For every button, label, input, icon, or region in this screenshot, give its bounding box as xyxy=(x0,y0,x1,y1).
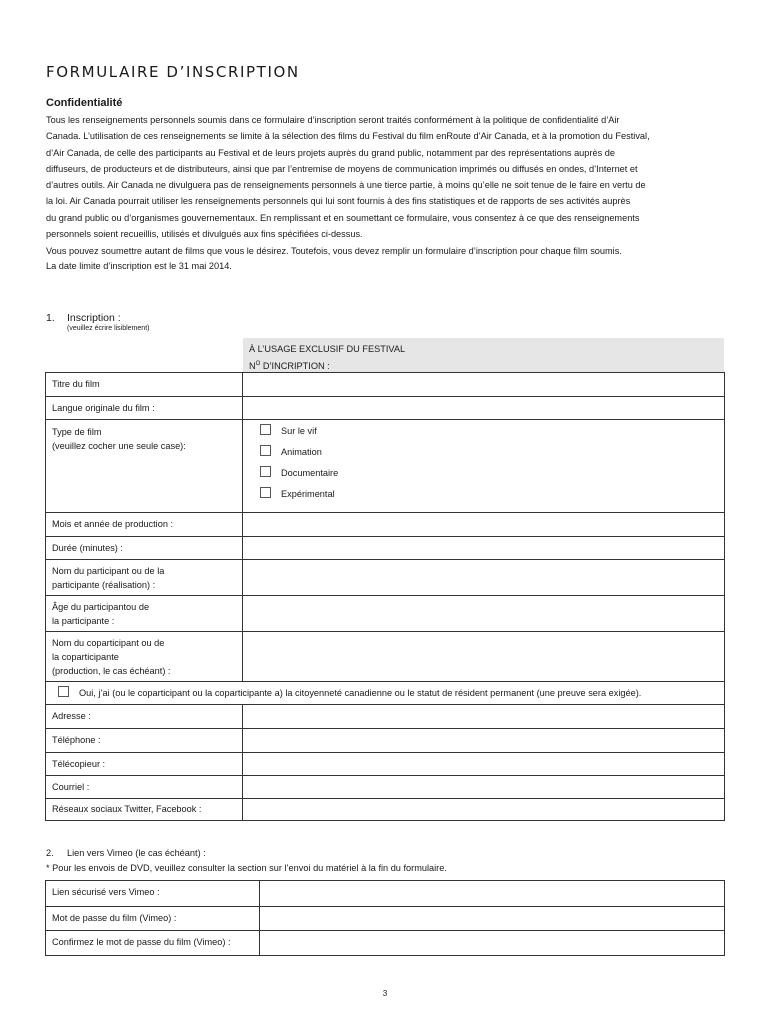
table-row xyxy=(46,705,725,729)
vimeo-confirm-password-label: Confirmez le mot de passe du film (Vimeo) : xyxy=(46,931,260,956)
confidentiality-line: Canada. L’utilisation de ces renseignements se limite à la sélection des films du Festival du film enRoute d’Air Canada, et à la promotion du Festival, xyxy=(46,131,650,142)
vimeo-link-field[interactable] xyxy=(260,881,725,907)
table-row xyxy=(46,682,725,705)
table-row xyxy=(46,881,725,907)
social-field[interactable] xyxy=(243,799,725,821)
confidentiality-line: d’Air Canada, de celle des participants au Festival et de leurs projets auprès du grand public, notamment par des représentations auprès de xyxy=(46,147,615,158)
festival-registration-number-label xyxy=(243,357,724,374)
option-label: Sur le vif xyxy=(281,426,317,436)
vimeo-link-label: Lien sécurisé vers Vimeo : xyxy=(46,881,260,907)
intro-text xyxy=(46,244,732,273)
film-type-option[interactable] xyxy=(260,484,718,505)
film-type-option[interactable] xyxy=(260,463,718,484)
festival-no-rest: D’INCRIPTION : xyxy=(260,360,330,371)
festival-use-box xyxy=(243,338,724,372)
email-field[interactable] xyxy=(243,776,725,799)
social-label: Réseaux sociaux Twitter, Facebook : xyxy=(46,799,243,821)
confidentiality-line: d’autres outils. Air Canada ne divulguera pas de renseignements personnels à une tierce partie, à moins qu’elle ne soit tenue de le faire en vertu de xyxy=(46,180,646,191)
table-row xyxy=(46,907,725,931)
table-row xyxy=(46,420,725,513)
participant-age-label xyxy=(46,596,243,632)
production-date-field[interactable] xyxy=(243,513,725,537)
checkbox-animation[interactable] xyxy=(260,445,271,456)
section1-title xyxy=(46,312,121,324)
coparticipant-label xyxy=(46,632,243,682)
option-label: Documentaire xyxy=(281,468,339,478)
checkbox-sur-le-vif[interactable] xyxy=(260,424,271,435)
table-row xyxy=(46,753,725,776)
film-title-label: Titre du film xyxy=(46,373,243,397)
table-row xyxy=(46,776,725,799)
address-label: Adresse : xyxy=(46,705,243,729)
vimeo-password-field[interactable] xyxy=(260,907,725,931)
section1-note: (veuillez écrire lisiblement) xyxy=(67,325,150,332)
table-row xyxy=(46,931,725,956)
fax-field[interactable] xyxy=(243,753,725,776)
option-label: Expérimental xyxy=(281,489,335,499)
confidentiality-line: Tous les renseignements personnels soumis dans ce formulaire d’inscription seront traités conformément à la politique de confidentialité d’Air xyxy=(46,115,620,125)
table-row xyxy=(46,373,725,397)
label-line: la participante : xyxy=(52,616,115,626)
duration-label: Durée (minutes) : xyxy=(46,537,243,560)
film-type-options xyxy=(243,420,725,513)
citizenship-label: Oui, j’ai (ou le coparticipant ou la coparticipante a) la citoyenneté canadienne ou le statut de résident permanent (une preuve sera exigée). xyxy=(79,688,642,698)
confidentiality-line: du grand public ou d’organismes gouvernementaux. En remplissant et en soumettant ce formulaire, vous consentez à ce que des renseignements xyxy=(46,212,640,223)
confidentiality-text xyxy=(46,112,732,242)
registration-table xyxy=(45,372,725,821)
table-row xyxy=(46,596,725,632)
checkbox-experimental[interactable] xyxy=(260,487,271,498)
label-line: participante (réalisation) : xyxy=(52,580,156,590)
coparticipant-field[interactable] xyxy=(243,632,725,682)
checkbox-documentaire[interactable] xyxy=(260,466,271,477)
deadline-line: La date limite d’inscription est le 31 mai 2014. xyxy=(46,260,232,271)
label-line: Âge du participantou de xyxy=(52,602,150,612)
label-line: Nom du participant ou de la xyxy=(52,566,165,576)
confidentiality-line: diffuseurs, de producteurs et de distributeurs, ainsi que par l’entremise de moyens de communication imprimés ou diffusés en ondes, d’Internet et xyxy=(46,163,638,174)
phone-field[interactable] xyxy=(243,729,725,753)
film-type-label-line: (veuillez cocher une seule case): xyxy=(52,441,186,451)
film-title-field[interactable] xyxy=(243,373,725,397)
page-number: 3 xyxy=(382,989,388,998)
option-label: Animation xyxy=(281,447,322,457)
section2-title xyxy=(46,848,206,858)
participant-name-field[interactable] xyxy=(243,560,725,596)
page-title: FORMULAIRE D’INSCRIPTION xyxy=(46,63,300,81)
section2-label: Lien vers Vimeo (le cas échéant) : xyxy=(67,848,206,858)
participant-age-field[interactable] xyxy=(243,596,725,632)
label-line: Nom du coparticipant ou de xyxy=(52,638,165,648)
section1-number: 1. xyxy=(46,312,55,324)
section2-number: 2. xyxy=(46,848,54,858)
film-type-label-line: Type de film xyxy=(52,427,102,437)
vimeo-confirm-password-field[interactable] xyxy=(260,931,725,956)
label-line: (production, le cas échéant) : xyxy=(52,666,171,676)
table-row xyxy=(46,513,725,537)
festival-use-label: À L’USAGE EXCLUSIF DU FESTIVAL xyxy=(249,344,406,354)
vimeo-table xyxy=(45,880,725,956)
film-type-label xyxy=(46,420,243,513)
original-language-field[interactable] xyxy=(243,397,725,420)
phone-label: Téléphone : xyxy=(46,729,243,753)
vimeo-password-label: Mot de passe du film (Vimeo) : xyxy=(46,907,260,931)
table-row xyxy=(46,560,725,596)
citizenship-row[interactable] xyxy=(46,682,725,705)
film-type-option[interactable] xyxy=(260,442,718,463)
section1-label: Inscription : xyxy=(67,312,121,324)
table-row xyxy=(46,397,725,420)
section2-note: * Pour les envois de DVD, veuillez consulter la section sur l’envoi du matériel à la fin du formulaire. xyxy=(46,863,447,873)
original-language-label: Langue originale du film : xyxy=(46,397,243,420)
festival-no-o: O xyxy=(255,360,261,367)
address-field[interactable] xyxy=(243,705,725,729)
participant-name-label xyxy=(46,560,243,596)
festival-no-n: N xyxy=(249,360,256,371)
confidentiality-line: la loi. Air Canada pourrait utiliser les renseignements personnels qui lui sont fournis à des fins statistiques et de rapports de ses activités auprès xyxy=(46,196,631,207)
production-date-label: Mois et année de production : xyxy=(46,513,243,537)
confidentiality-line: personnels soient recueillis, utilisés et divulgués aux fins spécifiées ci-dessus. xyxy=(46,229,363,240)
table-row xyxy=(46,799,725,821)
film-type-option[interactable] xyxy=(260,421,718,442)
intro-line: Vous pouvez soumettre autant de films que vous le désirez. Toutefois, vous devez remplir un formulaire d’inscription pour chaque film soumis. xyxy=(46,246,622,256)
duration-field[interactable] xyxy=(243,537,725,560)
label-line: la coparticipante xyxy=(52,652,119,662)
checkbox-citizenship[interactable] xyxy=(58,686,69,697)
email-label: Courriel : xyxy=(46,776,243,799)
confidentiality-heading: Confidentialité xyxy=(46,97,123,109)
table-row xyxy=(46,632,725,682)
table-row xyxy=(46,537,725,560)
table-row xyxy=(46,729,725,753)
fax-label: Télécopieur : xyxy=(46,753,243,776)
